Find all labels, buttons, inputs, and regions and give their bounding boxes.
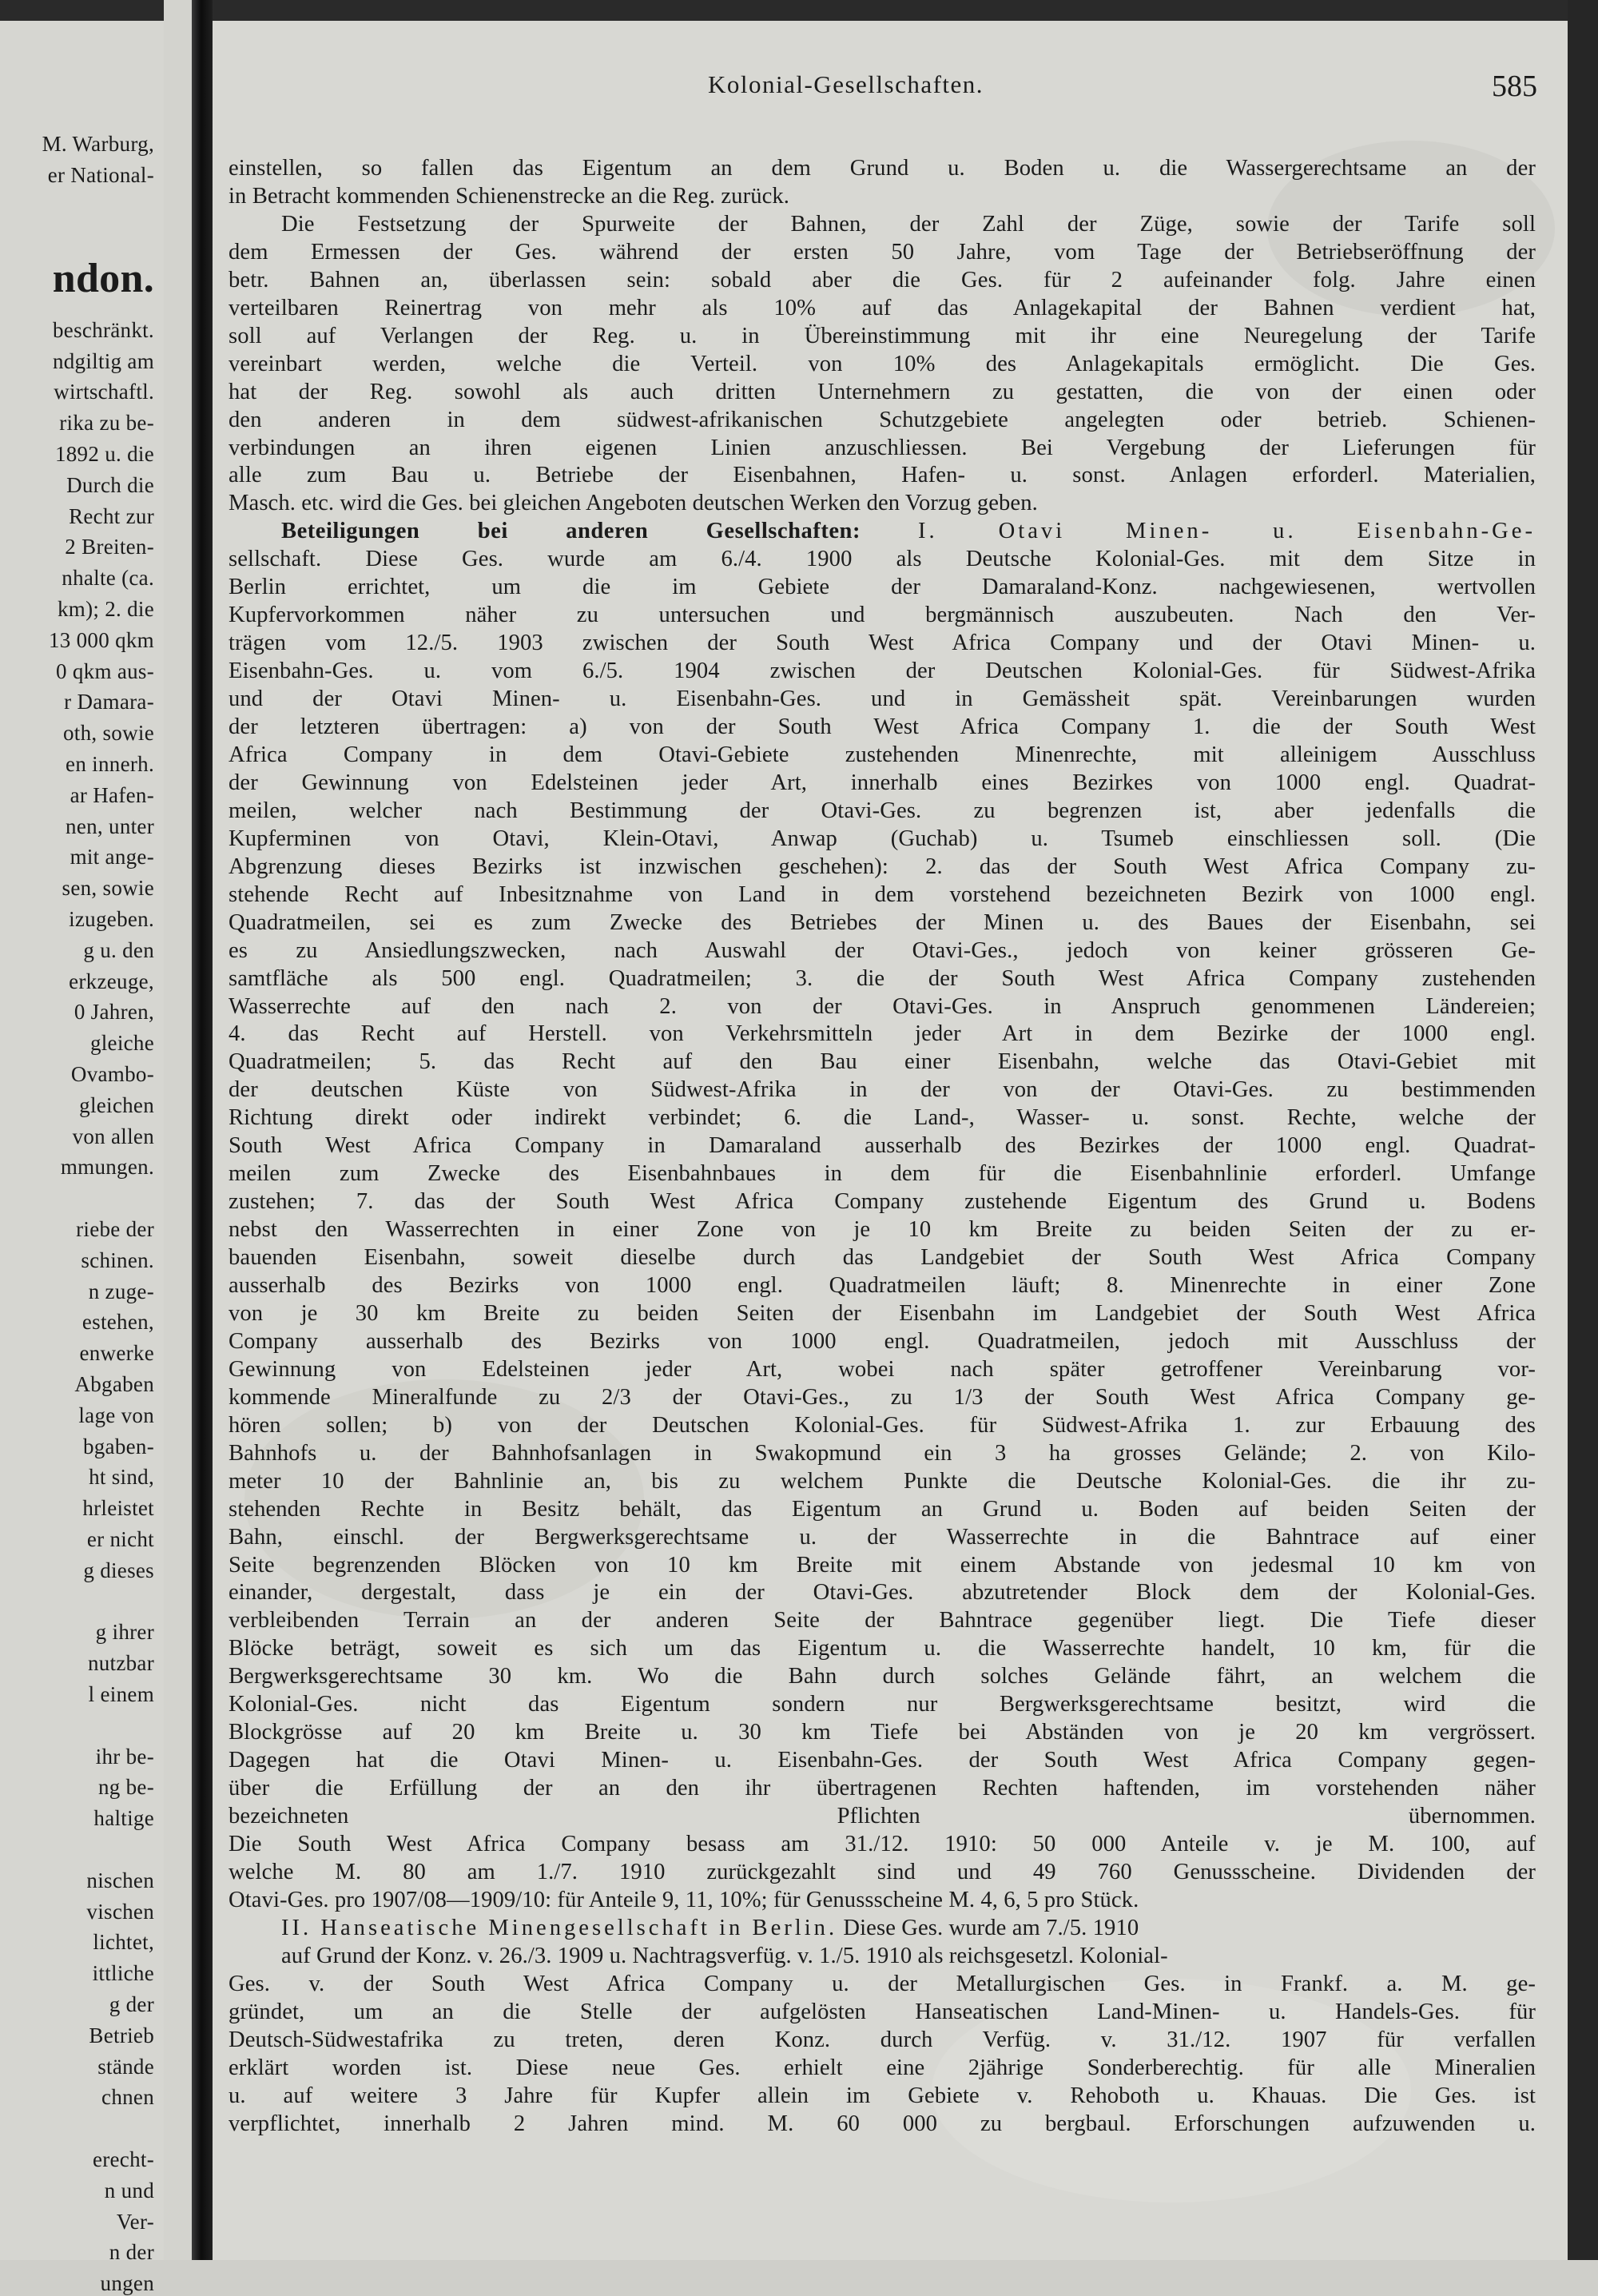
body-line: betr. Bahnen an, überlassen sein: sobald aber die Ges. für 2 aufeinander folg. Jahre einen xyxy=(229,267,1536,292)
body-line: dem Ermessen der Ges. während der ersten 50 Jahre, vom Tage der Betriebseröffnung der xyxy=(229,239,1536,265)
adjacent-page-line: gleichen xyxy=(79,1092,154,1117)
adjacent-page-line: ungen xyxy=(100,2271,154,2296)
adjacent-page-line: vischen xyxy=(86,1899,154,1924)
body-line: Company ausserhalb des Bezirks von 1000 engl. Quadratmeilen, jedoch mit Ausschluss der xyxy=(229,1328,1536,1354)
body-line: nebst den Wasserrechten in einer Zone von je 10 km Breite zu beiden Seiten der zu er- xyxy=(229,1217,1536,1243)
body-line: verpflichtet, innerhalb 2 Jahren mind. M. 60 000 zu bergbaul. Erforschungen aufzuwenden u. xyxy=(229,2111,1536,2136)
adjacent-page-line: n der xyxy=(109,2240,154,2265)
adjacent-page-line: 2 Breiten- xyxy=(65,535,154,559)
body-line: Berlin errichtet, um die im Gebiete der Damaraland-Konz. nachgewiesenen, wertvollen xyxy=(229,575,1536,600)
adjacent-page-line: g dieses xyxy=(83,1558,154,1582)
body-line: einander, dergestalt, dass je ein der Otavi-Ges. abzutretender Block dem der Kolonial-Ges. xyxy=(229,1580,1536,1606)
adjacent-page-line: enwerke xyxy=(79,1341,154,1366)
body-line: Otavi-Ges. pro 1907/08—1909/10: für Anteile 9, 11, 10%; für Genussscheine M. 4, 6, 5 pro Stück. xyxy=(229,1887,1139,1912)
adjacent-page-line: erecht- xyxy=(92,2147,154,2171)
body-line: und der Otavi Minen- u. Eisenbahn-Ges. und in Gemässheit spät. Vereinbarungen wurden xyxy=(229,686,1536,712)
adjacent-page-line: ittliche xyxy=(92,1961,154,1986)
body-line: sellschaft. Diese Ges. wurde am 6./4. 1900 als Deutsche Kolonial-Ges. mit dem Sitze in xyxy=(229,547,1536,572)
body-line: Wasserrechte auf den nach 2. von der Otavi-Ges. in Anspruch genommenen Ländereien; xyxy=(229,993,1536,1019)
adjacent-page-line: ndgiltig am xyxy=(52,348,154,373)
adjacent-page-line: nutzbar xyxy=(87,1651,154,1676)
body-line: Seite begrenzenden Blöcken von 10 km Breite mit einem Abstande von jedesmal 10 km von xyxy=(229,1552,1536,1578)
body-line: stehende Recht auf Inbesitznahme von Land in dem vorstehend bezeichneten Bezirk von 1000 engl. xyxy=(229,881,1536,907)
adjacent-page-line: oth, sowie xyxy=(63,721,154,746)
company-name: II. Hanseatische Minengesellschaft in Berlin. xyxy=(281,1915,838,1940)
adjacent-page-line: von allen xyxy=(72,1124,154,1148)
adjacent-page-line: wirtschaftl. xyxy=(54,380,154,404)
text-run: Diese Ges. wurde am 7./5. 1910 xyxy=(843,1915,1139,1940)
scan-edge-right xyxy=(1568,0,1598,2260)
adjacent-page-line: g u. den xyxy=(83,937,154,962)
body-line: bauenden Eisenbahn, soweit dieselbe durch das Landgebiet der South West Africa Company xyxy=(229,1245,1536,1271)
body-line: Die Festsetzung der Spurweite der Bahnen, der Zahl der Züge, sowie der Tarife soll xyxy=(281,211,1536,237)
subsection-line xyxy=(229,519,1536,543)
adjacent-page-line: lichtet, xyxy=(93,1930,154,1955)
adjacent-page-line: Durch die xyxy=(66,472,154,497)
adjacent-page-line: nen, unter xyxy=(66,814,154,838)
body-line: meilen, welcher nach Bestimmung der Otavi-Ges. zu begrenzen ist, aber jedenfalls die xyxy=(229,798,1536,823)
body-line: Masch. etc. wird die Ges. bei gleichen Angeboten deutschen Werken den Vorzug geben. xyxy=(229,491,1038,516)
adjacent-page-line: erkzeuge, xyxy=(69,969,154,993)
body-line: auf Grund der Konz. v. 26./3. 1909 u. Nachtragsverfüg. v. 1./5. 1910 als reichsgesetzl. Kolonial- xyxy=(281,1943,1168,1968)
body-line: Bahn, einschl. der Bergwerksgerechtsame u. der Wasserrechte in die Bahntrace auf einer xyxy=(229,1524,1536,1550)
body-line: Kolonial-Ges. nicht das Eigentum sondern nur Bergwerksgerechtsame besitzt, wird die xyxy=(229,1692,1536,1717)
body-line: gründet, um an die Stelle der aufgelösten Hanseatischen Land-Minen- u. Handels-Ges. für xyxy=(229,1999,1536,2024)
body-line: einstellen, so fallen das Eigentum an dem Grund u. Boden u. die Wassergerechtsame an der xyxy=(229,156,1536,181)
body-line: verbleibenden Terrain an der anderen Seite der Bahntrace gegenüber liegt. Die Tiefe dieser xyxy=(229,1608,1536,1633)
scan-edge-top xyxy=(0,0,1598,21)
adjacent-page-line: 0 Jahren, xyxy=(74,1000,154,1025)
body-line: vereinbart werden, welche die Verteil. von 10% des Anlagekapitals ermöglicht. Die Ges. xyxy=(229,351,1536,376)
adjacent-page-line: beschränkt. xyxy=(52,317,154,342)
body-line: u. auf weitere 3 Jahre für Kupfer allein im Gebiete v. Rehoboth u. Khauas. Die Ges. ist xyxy=(229,2083,1536,2108)
body-line: der letzteren übertragen: a) von der South West Africa Company 1. die der South West xyxy=(229,714,1536,739)
body-line: kommende Mineralfunde zu 2/3 der Otavi-Ges., zu 1/3 der South West Africa Company ge- xyxy=(229,1384,1536,1410)
body-line: zustehen; 7. das der South West Africa Company zustehende Eigentum des Grund u. Bodens xyxy=(229,1189,1536,1215)
body-line: welche M. 80 am 1./7. 1910 zurückgezahlt sind und 49 760 Genussscheine. Dividenden der xyxy=(229,1859,1536,1884)
body-line: soll auf Verlangen der Reg. u. in Übereinstimmung mit ihr eine Neuregelung der Tarife xyxy=(229,323,1536,348)
body-line: Deutsch-Südwestafrika zu treten, deren Konz. durch Verfüg. v. 31./12. 1907 für verfallen xyxy=(229,2027,1536,2052)
adjacent-page-line: hrleistet xyxy=(82,1496,154,1521)
adjacent-page-line: ihr be- xyxy=(95,1744,154,1769)
body-line: der Gewinnung von Edelsteinen jeder Art, innerhalb eines Bezirkes von 1000 engl. Quadrat- xyxy=(229,770,1536,795)
body-line: hat der Reg. sowohl als auch dritten Unternehmern zu gestatten, die von der einen oder xyxy=(229,379,1536,404)
adjacent-page-line: Betrieb xyxy=(89,2023,154,2047)
body-line: der deutschen Küste von Südwest-Afrika in der von der Otavi-Ges. zu bestimmenden xyxy=(229,1077,1536,1103)
adjacent-page-line: haltige xyxy=(93,1806,154,1831)
page-number: 585 xyxy=(1492,70,1537,103)
adjacent-page-line: km); 2. die xyxy=(57,597,154,621)
body-line: Blockgrösse auf 20 km Breite u. 30 km Tiefe bei Abständen von je 20 km vergrössert. xyxy=(229,1720,1536,1745)
adjacent-page-line: nischen xyxy=(86,1868,154,1892)
adjacent-page-line: sen, sowie xyxy=(62,876,154,901)
adjacent-page-line: mit ange- xyxy=(70,845,154,869)
body-line: Die South West Africa Company besass am 31./12. 1910: 50 000 Anteile v. je M. 100, auf xyxy=(229,1832,1536,1856)
adjacent-page-line: chnen xyxy=(101,2085,154,2110)
body-line: den anderen in dem südwest-afrikanischen Schutzgebiete angelegten oder betrieb. Schienen- xyxy=(229,407,1536,432)
body-line: Kupfervorkommen näher zu untersuchen und bergmännisch auszubeuten. Nach den Ver- xyxy=(229,603,1536,628)
binding-rule xyxy=(192,0,213,2260)
subsection-line xyxy=(229,1916,1536,1940)
body-line: meter 10 der Bahnlinie an, bis zu welchem Punkte die Deutsche Kolonial-Ges. die ihr zu- xyxy=(229,1468,1536,1494)
adjacent-page-line: 13 000 qkm xyxy=(48,627,154,652)
body-line: Blöcke beträgt, soweit es sich um das Eigentum u. die Wasserrechte handelt, 10 km, für die xyxy=(229,1636,1536,1661)
adjacent-page-line: lage von xyxy=(78,1403,154,1427)
adjacent-page-line: gleiche xyxy=(89,1031,154,1056)
adjacent-page-line: ar Hafen- xyxy=(70,782,154,807)
body-line: trägen vom 12./5. 1903 zwischen der South West Africa Company und der Otavi Minen- u. xyxy=(229,631,1536,656)
page-gutter xyxy=(164,0,192,2260)
adjacent-page-line: ht sind, xyxy=(89,1465,154,1490)
body-line: samtfläche als 500 engl. Quadratmeilen; 3. die der South West Africa Company zustehenden xyxy=(229,965,1536,991)
adjacent-page-line: schinen. xyxy=(81,1247,154,1272)
body-line: von je 30 km Breite zu beiden Seiten der Eisenbahn im Landgebiet der South West Africa xyxy=(229,1300,1536,1326)
body-line: South West Africa Company in Damaraland ausserhalb des Bezirkes der 1000 engl. Quadrat- xyxy=(229,1133,1536,1159)
page xyxy=(213,21,1568,2260)
adjacent-page-line: en innerh. xyxy=(66,752,154,776)
adjacent-page-line: l einem xyxy=(88,1682,154,1706)
body-line: Richtung direkt oder indirekt verbindet; 6. die Land-, Wasser- u. sonst. Rechte, welche der xyxy=(229,1105,1536,1131)
body-line: Quadratmeilen; 5. das Recht auf den Bau einer Eisenbahn, welche das Otavi-Gebiet mit xyxy=(229,1049,1536,1075)
adjacent-page-line: r Damara- xyxy=(64,690,154,714)
adjacent-page-line: riebe der xyxy=(76,1217,154,1241)
adjacent-page-line: bgaben- xyxy=(82,1434,154,1458)
adjacent-page-line: ng be- xyxy=(97,1775,154,1800)
adjacent-page-line: izugeben. xyxy=(69,907,154,931)
adjacent-page-line: Abgaben xyxy=(74,1372,154,1396)
body-line: erklärt worden ist. Diese neue Ges. erhielt eine 2jährige Sonderberechtig. für alle Mineralien xyxy=(229,2055,1536,2080)
body-line: meilen zum Zwecke des Eisenbahnbaues in dem für die Eisenbahnlinie erforderl. Umfange xyxy=(229,1161,1536,1187)
body-line: verbindungen an ihren eigenen Linien anzuschliessen. Bei Vergebung der Lieferungen für xyxy=(229,435,1536,460)
adjacent-page-line: stände xyxy=(97,2054,154,2079)
adjacent-page-line: Ovambo- xyxy=(70,1062,154,1086)
running-head: Kolonial-Gesellschaften. xyxy=(708,70,984,98)
body-line: Eisenbahn-Ges. u. vom 6./5. 1904 zwischen der Deutschen Kolonial-Ges. für Südwest-Afrika xyxy=(229,659,1536,684)
adjacent-page-line: mmungen. xyxy=(60,1155,154,1180)
body-line: Africa Company in dem Otavi-Gebiete zustehenden Minenrechte, mit alleinigem Ausschluss xyxy=(229,742,1536,767)
body-line: hören sollen; b) von der Deutschen Kolonial-Ges. für Südwest-Afrika 1. zur Erbauung des xyxy=(229,1412,1536,1438)
section-heading: Beteiligungen bei anderen Gesellschaften: xyxy=(281,519,861,544)
body-line: 4. das Recht auf Herstell. von Verkehrsmitteln jeder Art in dem Bezirke der 1000 engl. xyxy=(229,1021,1536,1047)
body-line: alle zum Bau u. Betriebe der Eisenbahnen, Hafen- u. sonst. Anlagen erforderl. Materialien, xyxy=(229,463,1536,488)
body-line: Kupferminen von Otavi, Klein-Otavi, Anwap (Guchab) u. Tsumeb einschliessen soll. (Die xyxy=(229,826,1536,851)
body-line: in Betracht kommenden Schienenstrecke an die Reg. zurück. xyxy=(229,183,790,209)
adjacent-page-line: er National- xyxy=(47,162,154,187)
adjacent-page-line: Ver- xyxy=(116,2209,154,2234)
adjacent-page-line: 1892 u. die xyxy=(54,442,154,466)
body-line: ausserhalb des Bezirks von 1000 engl. Quadratmeilen läuft; 8. Minenrechte in einer Zone xyxy=(229,1273,1536,1298)
body-line: es zu Ansiedlungszwecken, nach Auswahl der Otavi-Ges., jedoch von keiner grösseren Ge- xyxy=(229,937,1536,963)
adjacent-page-line: n und xyxy=(104,2178,154,2202)
adjacent-page-line: g ihrer xyxy=(95,1620,154,1645)
adjacent-page-line: n zuge- xyxy=(88,1279,154,1303)
adjacent-page-line: rika zu be- xyxy=(59,411,154,436)
adjacent-page-line: estehen, xyxy=(81,1310,154,1335)
body-line: Bergwerksgerechtsame 30 km. Wo die Bahn durch solches Gelände fährt, an welchem die xyxy=(229,1664,1536,1689)
adjacent-page-line: Recht zur xyxy=(69,503,154,528)
company-name: I. Otavi Minen- u. Eisenbahn-Ge- xyxy=(918,519,1536,544)
body-line: Bahnhofs u. der Bahnhofsanlagen in Swakopmund ein 3 ha grosses Gelände; 2. von Kilo- xyxy=(229,1440,1536,1466)
body-line: über die Erfüllung der an den ihr übertragenen Rechten haftenden, im vorstehenden näher xyxy=(229,1776,1536,1801)
adjacent-page-line: g der xyxy=(109,1992,154,2016)
body-line: Gewinnung von Edelsteinen jeder Art, wobei nach später getroffener Vereinbarung vor- xyxy=(229,1356,1536,1382)
body-line: Quadratmeilen, sei es zum Zwecke des Betriebes der Minen u. des Baues der Eisenbahn, sei xyxy=(229,909,1536,935)
adjacent-page-line: nhalte (ca. xyxy=(62,566,154,591)
adjacent-page-line: M. Warburg, xyxy=(42,132,154,156)
adjacent-page-column xyxy=(0,21,164,2296)
adjacent-page-line: 0 qkm aus- xyxy=(56,659,154,683)
body-line: stehenden Rechte in Besitz behält, das Eigentum an Grund u. Boden auf beiden Seiten der xyxy=(229,1496,1536,1522)
body-line: bezeichneten Pflichten übernommen. xyxy=(229,1804,1536,1829)
body-line: Abgrenzung dieses Bezirks ist inzwischen geschehen): 2. das der South West Africa Company zu- xyxy=(229,854,1536,879)
body-line: Ges. v. der South West Africa Company u. der Metallurgischen Ges. in Frankf. a. M. ge- xyxy=(229,1971,1536,1996)
body-line: verteilbaren Reinertrag von mehr als 10% auf das Anlagekapital der Bahnen verdient hat, xyxy=(229,295,1536,320)
body-line: Dagegen hat die Otavi Minen- u. Eisenbahn-Ges. der South West Africa Company gegen- xyxy=(229,1748,1536,1773)
adjacent-page-line: er nicht xyxy=(86,1527,154,1551)
adjacent-page-heading: ndon. xyxy=(52,256,154,302)
